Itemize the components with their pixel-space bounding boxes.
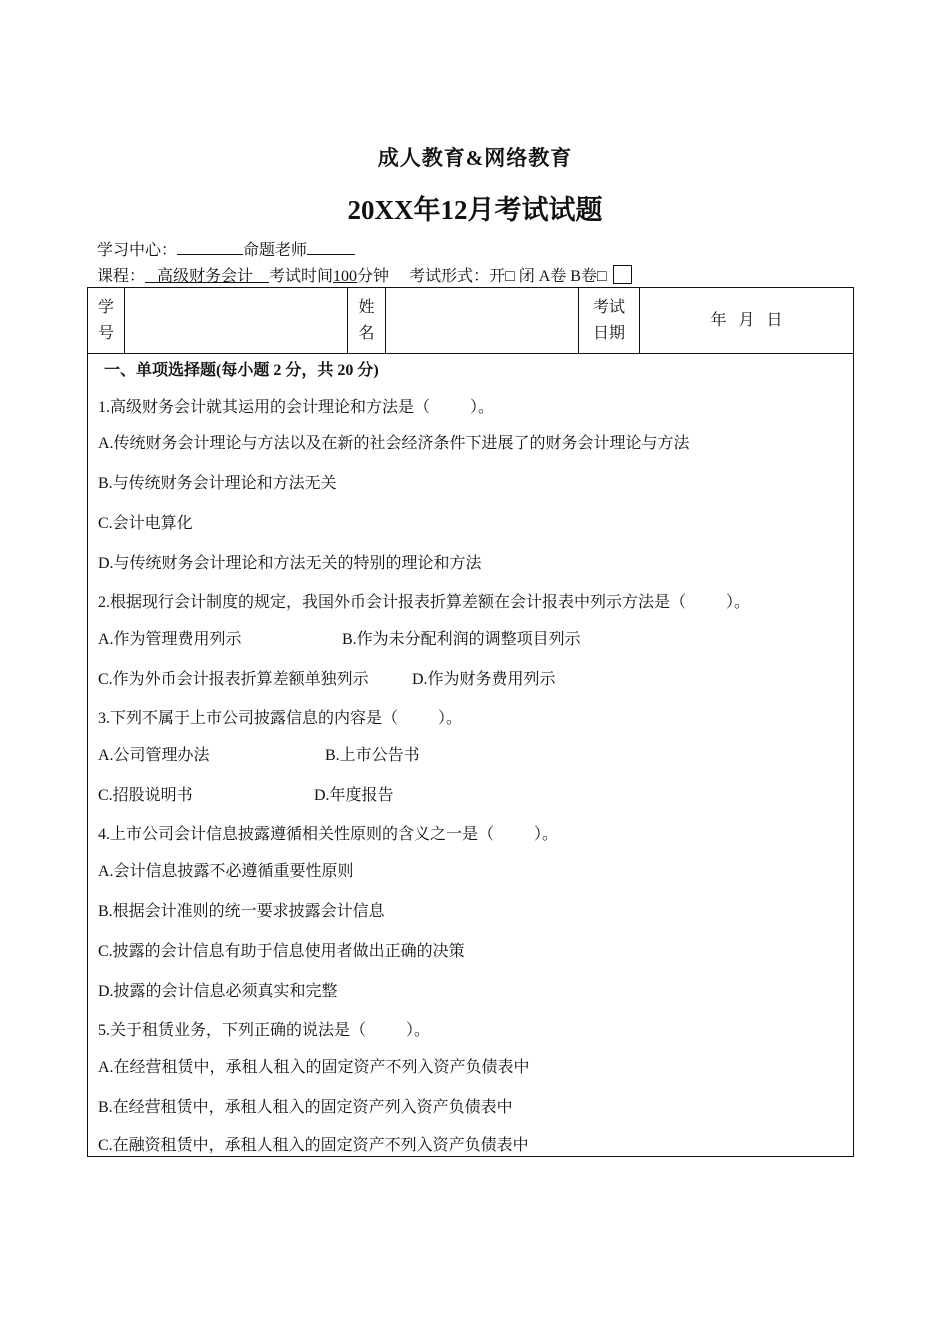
course-value: 高级财务会计 [157, 268, 254, 285]
checkbox-square[interactable] [613, 265, 632, 284]
question-5-option-c: C.在融资租赁中，承租人租入的固定资产不列入资产负债表中 [98, 1137, 529, 1154]
exam-form: 考试形式：开□ 闭 A卷 B卷□ [409, 268, 607, 285]
name-label: 姓 名 [348, 288, 386, 354]
student-info-table [87, 287, 854, 354]
exam-title: 20XX年12月考试试题 [347, 195, 603, 225]
organization-heading: 成人教育&网络教育 [377, 146, 573, 170]
question-1-option-d: D.与传统财务会计理论和方法无关的特别的理论和方法 [98, 555, 482, 572]
question-2: 2.根据现行会计制度的规定，我国外币会计报表折算差额在会计报表中列示方法是（ ）。 [98, 594, 751, 611]
name-field[interactable] [386, 288, 579, 354]
time-label: 考试时间 [269, 268, 334, 285]
info-line-1 [97, 237, 355, 260]
question-3-option-b: B.上市公告书 [325, 747, 420, 764]
question-2-option-b: B.作为未分配利润的调整项目列示 [342, 631, 581, 648]
student-id-field[interactable] [125, 288, 348, 354]
question-3-option-d: D.年度报告 [314, 787, 394, 804]
question-3: 3.下列不属于上市公司披露信息的内容是（ ）。 [98, 710, 463, 727]
question-2-option-d: D.作为财务费用列示 [412, 671, 556, 688]
study-center-blank[interactable] [177, 237, 243, 255]
question-4-option-a: A.会计信息披露不必遵循重要性原则 [98, 863, 354, 880]
question-5-option-b: B.在经营租赁中，承租人租入的固定资产列入资产负债表中 [98, 1099, 513, 1116]
question-4-option-b: B.根据会计准则的统一要求披露会计信息 [98, 903, 385, 920]
time-value: 100 [333, 268, 358, 285]
teacher-label: 命题老师 [243, 242, 308, 259]
student-id-label: 学 号 [88, 288, 125, 354]
question-3-option-a: A.公司管理办法 [98, 747, 210, 764]
question-1-option-a: A.传统财务会计理论与方法以及在新的社会经济条件下进展了的财务会计理论与方法 [98, 435, 690, 452]
question-4: 4.上市公司会计信息披露遵循相关性原则的含义之一是（ ）。 [98, 826, 559, 843]
section-title: 一、单项选择题(每小题 2 分，共 20 分) [104, 362, 379, 379]
study-center-label: 学习中心： [97, 242, 178, 259]
question-4-option-d: D.披露的会计信息必须真实和完整 [98, 983, 338, 1000]
question-5: 5.关于租赁业务，下列正确的说法是（ ）。 [98, 1022, 431, 1039]
exam-date-field[interactable]: 年 月 日 [640, 288, 854, 354]
question-5-option-a: A.在经营租赁中，承租人租入的固定资产不列入资产负债表中 [98, 1059, 530, 1076]
question-2-option-c: C.作为外币会计报表折算差额单独列示 [98, 671, 369, 688]
question-2-option-a: A.作为管理费用列示 [98, 631, 242, 648]
exam-date-label: 考试 日期 [579, 288, 640, 354]
course-label: 课程： [97, 268, 146, 285]
question-1-option-c: C.会计电算化 [98, 515, 193, 532]
question-area [87, 353, 854, 1157]
question-1: 1.高级财务会计就其运用的会计理论和方法是（ ）。 [98, 399, 495, 416]
info-line-2 [97, 263, 632, 286]
question-4-option-c: C.披露的会计信息有助于信息使用者做出正确的决策 [98, 943, 465, 960]
teacher-blank[interactable] [307, 237, 355, 255]
time-unit: 分钟 [357, 268, 390, 285]
question-1-option-b: B.与传统财务会计理论和方法无关 [98, 475, 337, 492]
question-3-option-c: C.招股说明书 [98, 787, 193, 804]
